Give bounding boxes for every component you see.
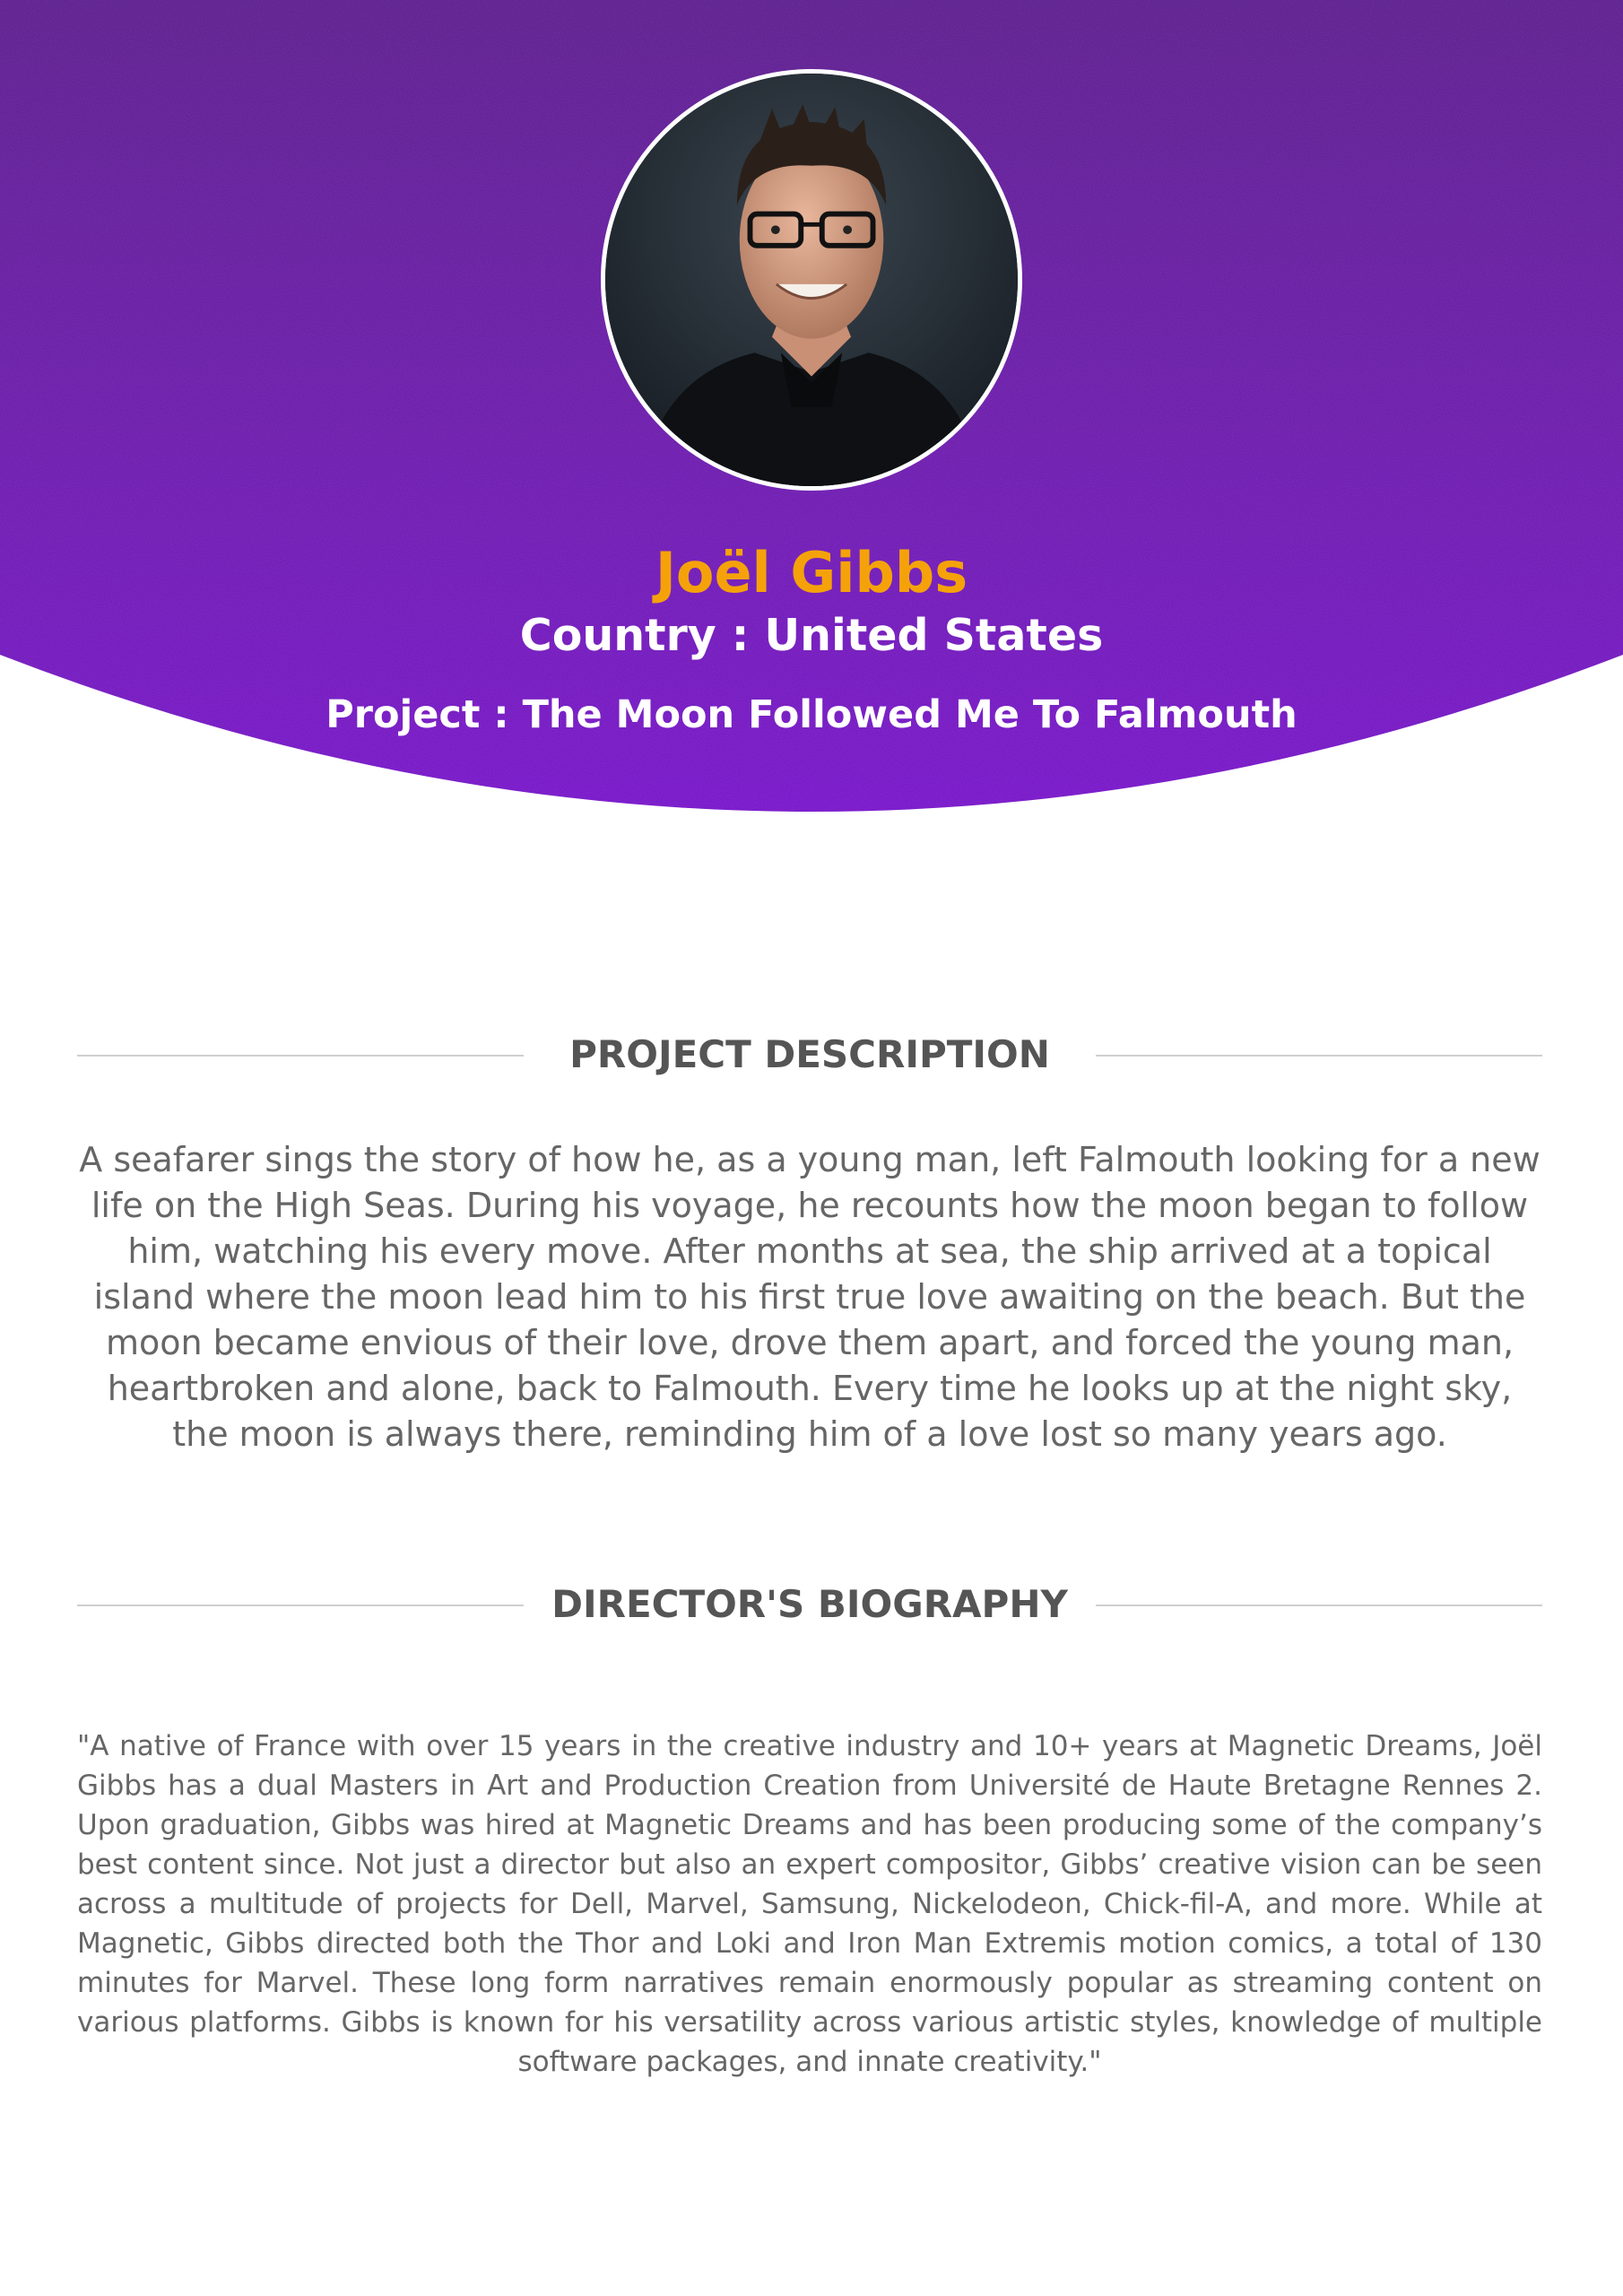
project-title-line: Project : The Moon Followed Me To Falmouth (325, 692, 1298, 737)
project-description-heading (77, 1019, 1542, 1091)
section-title: DIRECTOR'S BIOGRAPHY (551, 1582, 1068, 1626)
directors-biography-text: "A native of France with over 15 years in the creative industry and 10+ years at Magnetic Dreams, Joël Gibbs has a dual Masters in Art and Production Creation from Université de Haute Bretagne Rennes 2. Upon graduation, Gibbs was hired at Magnetic Dreams and has been producing some of the company’s best content since. Not just a director but also an expert compositor, Gibbs’ creative vision can be seen across a multitude of projects for Dell, Marvel, Samsung, Nickelodeon, Chick-fil-A, and more. While at Magnetic, Gibbs directed both the Thor and Loki and Iron Man Extremis motion comics, a total of 130 minutes for Marvel. These long form narratives remain enormously popular as streaming content on various platforms. Gibbs is known for his versatility across various artistic styles, knowledge of multiple software packages, and innate creativity." (77, 1730, 1542, 2078)
directors-biography-heading (77, 1569, 1542, 1640)
heading-divider-right (1096, 1605, 1542, 1606)
heading-divider-right (1096, 1055, 1542, 1057)
section-title: PROJECT DESCRIPTION (569, 1032, 1050, 1076)
country-line: Country : United States (519, 610, 1104, 661)
director-name: Joël Gibbs (655, 540, 968, 605)
project-description-text: A seafarer sings the story of how he, as a young man, left Falmouth looking for a new life on the High Seas. During his voyage, he recounts how the moon began to follow him, watching his every move. After months at sea, the ship arrived at a topical island where the moon lead him to his first true love awaiting on the beach. But the moon became envious of their love, drove them apart, and forced the young man, heartbroken and alone, back to Falmouth. Every time he looks up at the night sky, the moon is always there, reminding him of a love lost so many years ago. (79, 1140, 1541, 1454)
director-portrait (601, 69, 1022, 491)
director-portrait-icon (605, 74, 1018, 486)
